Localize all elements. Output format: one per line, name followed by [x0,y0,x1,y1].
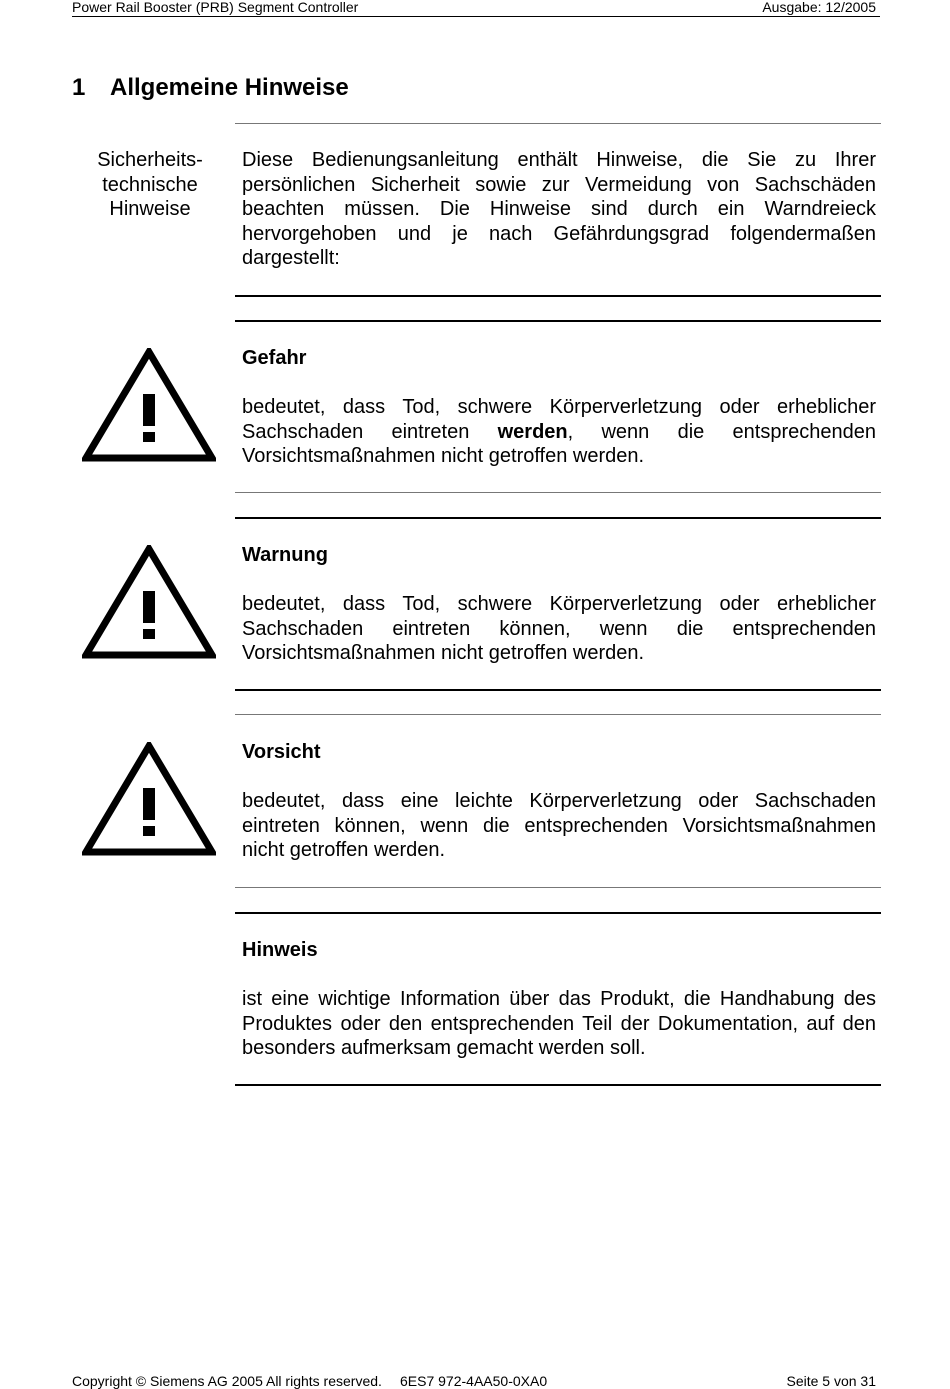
footer-order-number: 6ES7 972-4AA50-0XA0 [400,1373,548,1389]
header-edition: Ausgabe: 12/2005 [762,0,876,15]
side-label-line: technische [102,173,198,196]
footer-copyright: Copyright © Siemens AG 2005 All rights reserved. [72,1373,382,1389]
section-title: Allgemeine Hinweise [110,74,349,101]
divider [235,912,881,914]
notice-text-hinweis: ist eine wichtige Information über das Produkt, die Handhabung des Produktes oder den entsprechenden Teil der Dokumentation, auf den besonders aufmerksam gemacht werden soll. [242,988,876,1059]
notice-text-part: bedeutet, dass Tod, schwere Körperverletzung oder erheblicher Sachschaden eintreten [242,396,876,443]
divider [235,295,881,297]
warning-triangle-icon [82,348,216,462]
notice-title-vorsicht: Vorsicht [242,741,321,763]
divider [235,1084,881,1086]
side-label [88,148,212,222]
notice-text-warnung: bedeutet, dass Tod, schwere Körperverletzung oder erheblicher Sachschaden eintreten können, wenn die entsprechenden Vorsichtsmaßnahmen nicht getroffen werden. [242,593,876,664]
notice-text-part: , wenn die entsprechenden Vorsichtsmaßnahmen nicht getroffen werden. [242,420,876,467]
divider [235,123,881,124]
notice-text-gefahr [242,395,876,469]
divider [235,517,881,519]
warning-triangle-icon [82,545,216,659]
side-label-line: Hinweise [109,198,191,220]
header-rule [72,16,880,17]
header-doc-title: Power Rail Booster (PRB) Segment Controller [72,0,359,15]
intro-text: Diese Bedienungsanleitung enthält Hinweise, die Sie zu Ihrer persönlichen Sicherheit sowie zur Vermeidung von Sachschäden beachten müssen. Die Hinweise sind durch ein Warndreieck hervorgehoben und je nach Gefährdungsgrad folgendermaßen dargestellt: [242,149,876,269]
notice-title-gefahr: Gefahr [242,347,307,369]
footer-page-number: Seite 5 von 31 [786,1373,876,1389]
section-number: 1 [72,74,86,101]
divider [235,492,881,493]
section-heading [72,74,349,102]
divider [235,887,881,888]
divider [235,689,881,691]
side-label-line: Sicherheits- [97,149,203,171]
notice-title-warnung: Warnung [242,544,328,566]
divider [235,320,881,322]
warning-triangle-icon [82,742,216,856]
notice-title-hinweis: Hinweis [242,939,318,961]
divider [235,714,881,715]
notice-text-vorsicht: bedeutet, dass eine leichte Körperverletzung oder Sachschaden eintreten können, wenn die entsprechenden Vorsichtsmaßnahmen nicht getroffen werden. [242,790,876,861]
notice-text-emphasis: werden [497,420,568,443]
